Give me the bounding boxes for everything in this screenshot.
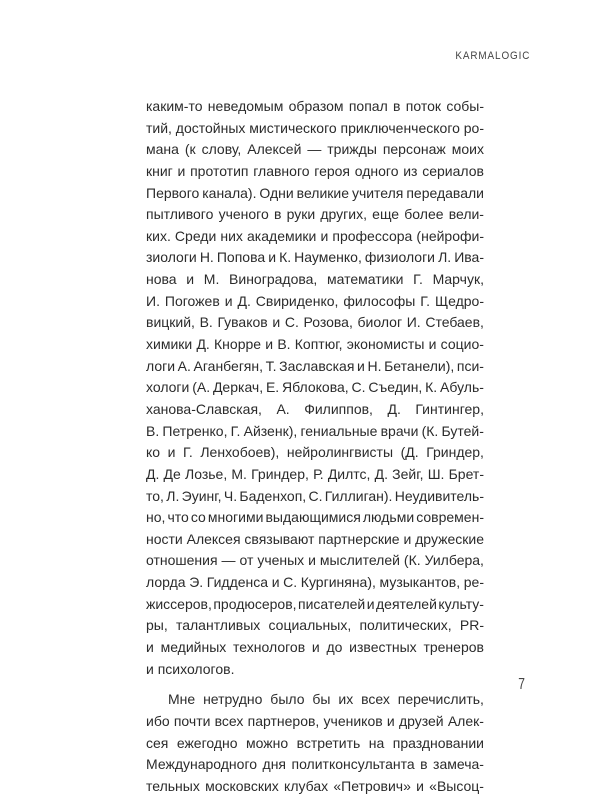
text-line: хологи (А. Деркач, Е. Яблокова, С. Съедин, К. Абуль- bbox=[146, 379, 484, 396]
text-line: тельных московских клубах «Петрович» и «Высоц- bbox=[146, 777, 484, 794]
text-line: каким-то неведомым образом попал в поток собы- bbox=[146, 98, 484, 114]
text-line: лорда Э. Гидденса и С. Кургиняна), музыкантов, ре- bbox=[146, 574, 484, 591]
text-line: ханова-Славская, А. Филиппов, Д. Гинтингер, bbox=[146, 400, 484, 417]
text-line: Д. Де Лозье, М. Гриндер, Р. Дилтс, Д. Зейг, Ш. Брет- bbox=[146, 465, 484, 482]
text-line: тий, достойных мистического приключенческого ро- bbox=[146, 119, 484, 136]
text-line: ры, талантливых социальных, политических, PR- bbox=[146, 617, 484, 634]
text-line: логи А. Аганбегян, Т. Заславская и Н. Бетанели), пси- bbox=[146, 357, 484, 374]
text-line: мана (к слову, Алексей — трижды персонаж моих bbox=[146, 141, 484, 158]
text-line: пытливого ученого в руки других, еще более вели- bbox=[146, 206, 484, 223]
text-line: но, что со многими выдающимися людьми современ- bbox=[146, 509, 484, 526]
page-number: 7 bbox=[518, 676, 525, 693]
paragraph bbox=[146, 96, 484, 680]
text-line: отношения — от ученых и мыслителей (К. Уилбера, bbox=[146, 552, 484, 569]
text-line: и медийных технологов и до известных тренеров bbox=[146, 639, 484, 656]
text-line: ких. Среди них академики и профессора (нейрофи- bbox=[146, 227, 484, 244]
running-header: KARMALOGIC bbox=[454, 50, 530, 62]
text-line: ко и Г. Ленхобоев), нейролингвисты (Д. Гриндер, bbox=[146, 444, 484, 461]
text-line: И. Погожев и Д. Свириденко, философы Г. Щедро- bbox=[146, 292, 484, 309]
text-line: жиссеров, продюсеров, писателей и деятелей культу- bbox=[146, 595, 484, 612]
text-line: ибо почти всех партнеров, учеников и друзей Алек- bbox=[146, 712, 484, 729]
text-line: зиологи Н. Попова и К. Науменко, физиологи Л. Ива- bbox=[146, 249, 484, 266]
paragraph-gap bbox=[146, 680, 484, 689]
text-line: то, Л. Эуинг, Ч. Баденхоп, С. Гиллиган). Неудивитель- bbox=[146, 487, 484, 504]
body-text bbox=[146, 96, 484, 798]
text-line: В. Петренко, Г. Айзенк), гениальные врачи (К. Бутей- bbox=[146, 422, 484, 439]
text-line: химики Д. Кнорре и В. Коптюг, экономисты и социо- bbox=[146, 336, 484, 353]
text-line: сея ежегодно можно встретить на праздновании bbox=[146, 734, 484, 751]
text-line: книг и прототип главного героя одного из сериалов bbox=[146, 162, 484, 179]
text-line: вицкий, В. Гуваков и С. Розова, биолог И. Стебаев, bbox=[146, 314, 484, 331]
text-line: Международного дня политконсультанта в замеча- bbox=[146, 756, 484, 773]
text-line: нова и М. Виноградова, математики Г. Марчук, bbox=[146, 271, 484, 288]
paragraph bbox=[146, 689, 484, 797]
text-line: ности Алексея связывают партнерские и дружеские bbox=[146, 530, 484, 547]
text-line: Первого канала). Одни великие учителя передавали bbox=[146, 184, 484, 201]
text-line: и психологов. bbox=[146, 660, 235, 677]
text-line: Мне нетрудно было бы их всех перечислить, bbox=[168, 691, 484, 708]
